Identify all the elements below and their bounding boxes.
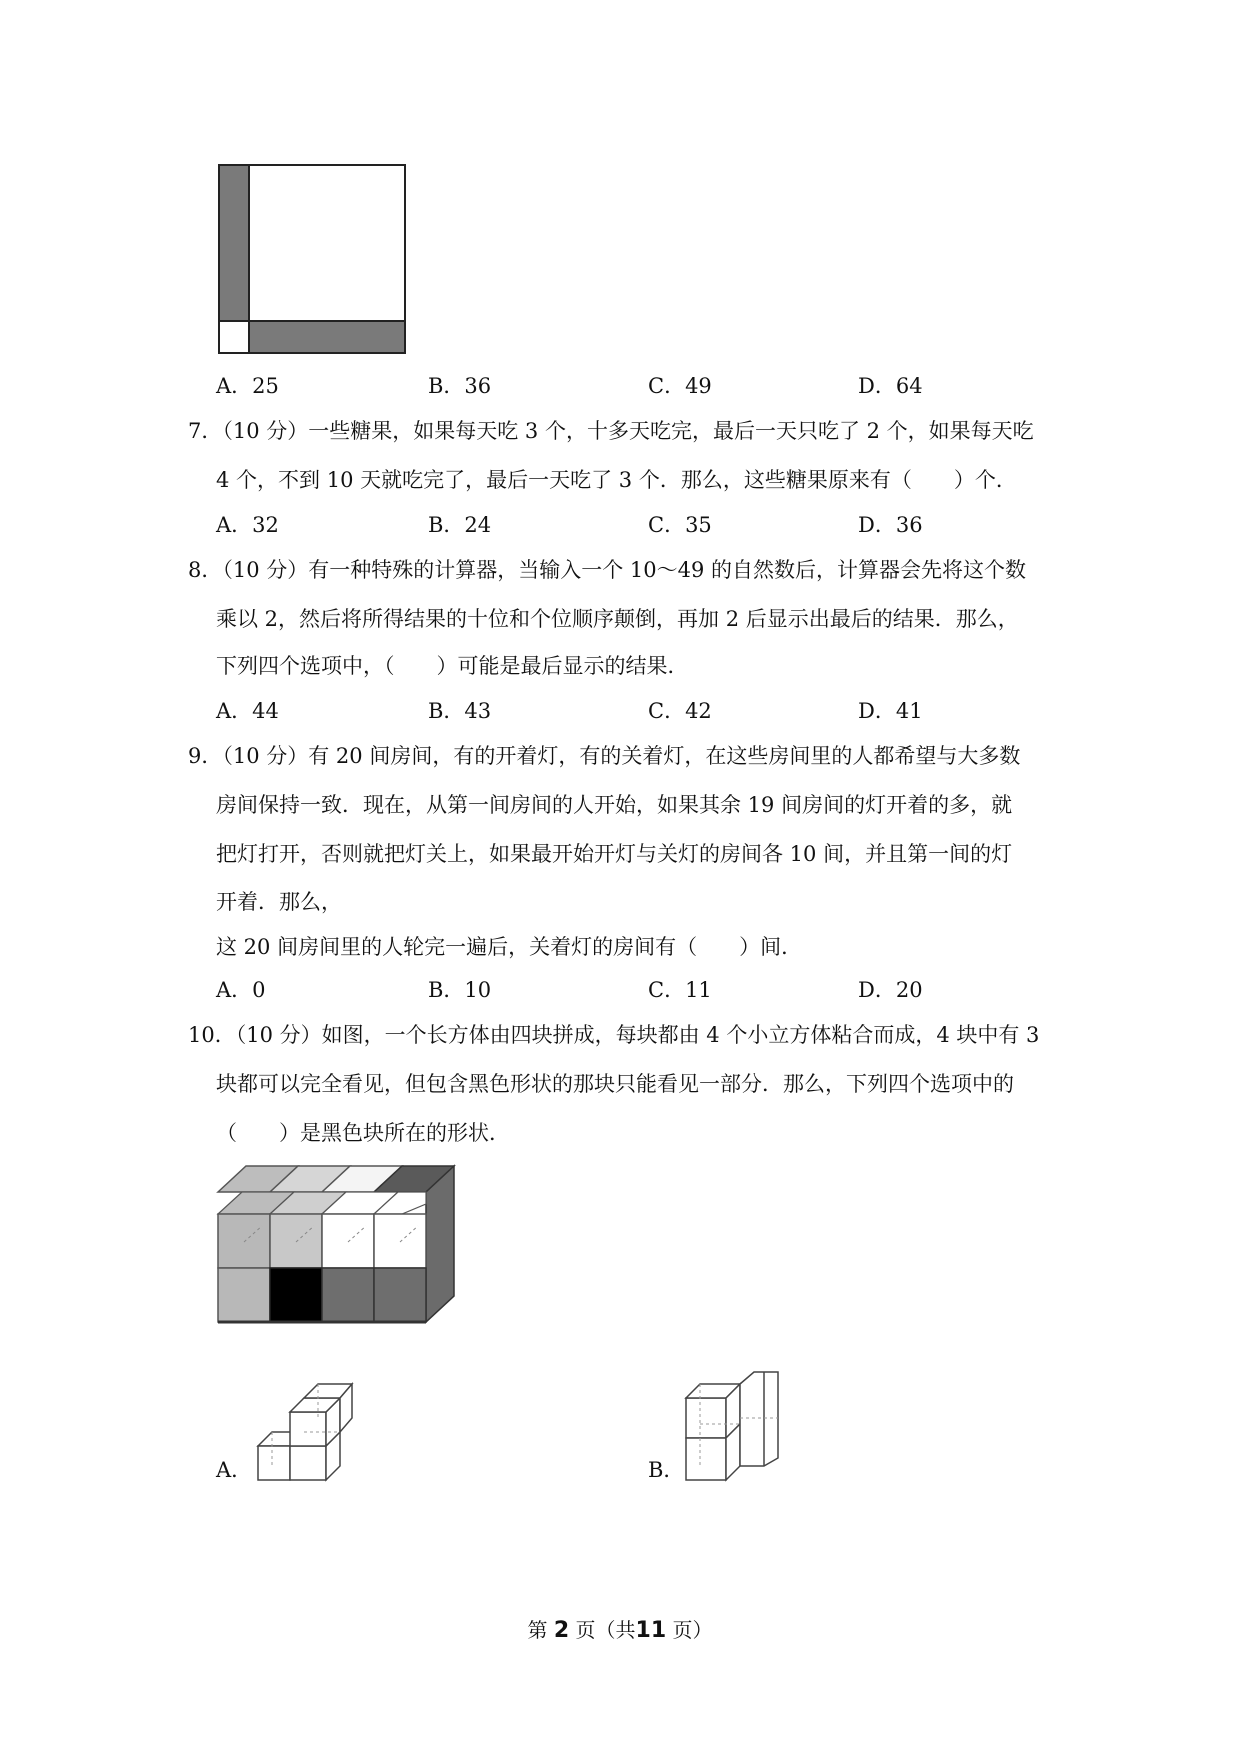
q7-option-a: A．32 bbox=[216, 513, 279, 537]
q9-option-b: B．10 bbox=[428, 978, 492, 1002]
footer-prefix: 第 bbox=[527, 1618, 548, 1642]
q6-option-d: D．64 bbox=[858, 374, 923, 398]
footer-suffix: 页） bbox=[672, 1618, 713, 1642]
q9-option-a: A．0 bbox=[216, 978, 266, 1002]
q8-option-a: A．44 bbox=[216, 699, 279, 723]
square-figure bbox=[218, 164, 408, 356]
q9-option-c: C．11 bbox=[648, 978, 712, 1002]
q8-option-c: C．42 bbox=[648, 699, 712, 723]
q9-stem-line-4: 开着．那么， bbox=[216, 890, 342, 914]
q7-option-b: B．24 bbox=[428, 513, 492, 537]
q7-option-c: C．35 bbox=[648, 513, 712, 537]
q10-option-a: A． bbox=[216, 1458, 253, 1482]
q10-stem-line-2: 块都可以完全看见，但包含黑色形状的那块只能看见一部分．那么，下列四个选项中的 bbox=[216, 1072, 1014, 1096]
q8-stem-line-2: 乘以 2，然后将所得结果的十位和个位顺序颠倒，再加 2 后显示出最后的结果．那么， bbox=[216, 607, 1019, 631]
q10-option-b: B． bbox=[648, 1458, 685, 1482]
q6-option-c: C．49 bbox=[648, 374, 712, 398]
option-b-shape-figure bbox=[684, 1368, 794, 1488]
footer-page-number: 2 bbox=[553, 1618, 570, 1643]
cuboid-figure bbox=[218, 1164, 488, 1334]
q9-stem-line-3: 把灯打开，否则就把灯关上，如果最开始开灯与关灯的房间各 10 间，并且第一间的灯 bbox=[216, 842, 1013, 866]
footer-total-pages: 11 bbox=[635, 1618, 667, 1643]
q7-stem-line-2: 4 个，不到 10 天就吃完了，最后一天吃了 3 个．那么，这些糖果原来有（ ）个． bbox=[216, 468, 1017, 492]
q10-stem-line-1: 10．（10 分）如图，一个长方体由四块拼成，每块都由 4 个小立方体粘合而成，4 块中有 3 bbox=[188, 1023, 1040, 1047]
q7-stem-line-1: 7．（10 分）一些糖果，如果每天吃 3 个，十多天吃完，最后一天只吃了 2 个，如果每天吃 bbox=[188, 419, 1034, 443]
q8-stem-line-3: 下列四个选项中，（ ）可能是最后显示的结果． bbox=[216, 654, 689, 678]
q8-option-d: D．41 bbox=[858, 699, 923, 723]
q8-stem-line-1: 8．（10 分）有一种特殊的计算器，当输入一个 10～49 的自然数后，计算器会先将这个数 bbox=[188, 558, 1027, 582]
footer-middle: 页（共 bbox=[575, 1618, 636, 1642]
option-a-shape-figure bbox=[256, 1370, 376, 1485]
page-footer bbox=[0, 1614, 1240, 1643]
q9-stem-line-2: 房间保持一致．现在，从第一间房间的人开始，如果其余 19 间房间的灯开着的多，就 bbox=[216, 793, 1013, 817]
q9-stem-line-1: 9．（10 分）有 20 间房间，有的开着灯，有的关着灯，在这些房间里的人都希望与大多数 bbox=[188, 744, 1021, 768]
q9-stem-line-5: 这 20 间房间里的人轮完一遍后，关着灯的房间有（ ）间． bbox=[216, 935, 803, 959]
q10-stem-line-3: （ ）是黑色块所在的形状． bbox=[216, 1121, 510, 1145]
q8-option-b: B．43 bbox=[428, 699, 492, 723]
q7-option-d: D．36 bbox=[858, 513, 923, 537]
q6-option-b: B．36 bbox=[428, 374, 492, 398]
q9-option-d: D．20 bbox=[858, 978, 923, 1002]
q6-option-a: A．25 bbox=[216, 374, 279, 398]
